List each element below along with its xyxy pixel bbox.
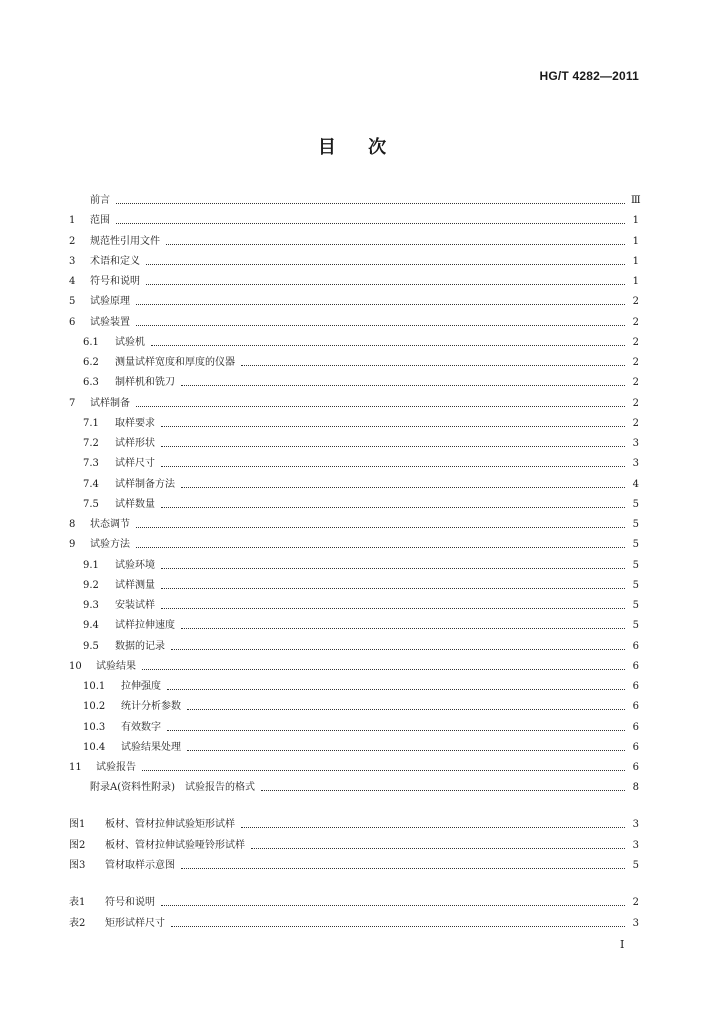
dot-leader <box>116 223 625 224</box>
toc-entry-page: 6 <box>632 660 639 672</box>
toc-entry-page: 6 <box>632 762 639 773</box>
toc-entry-number: 表1 <box>69 897 86 908</box>
dot-leader <box>241 365 625 366</box>
dot-leader <box>161 608 625 609</box>
toc-entry-page: 2 <box>632 417 639 429</box>
toc-entry-title: 规范性引用文件 <box>90 235 160 247</box>
toc-entry-title: 试验方法 <box>90 539 130 551</box>
toc-entry-number: 9.5 <box>83 640 99 652</box>
toc-entry-title: 矩形试样尺寸 <box>105 917 165 929</box>
toc-entry[interactable] <box>69 836 639 852</box>
toc-entry-title: 试样测量 <box>115 579 155 591</box>
toc-entry-page: 2 <box>632 357 639 368</box>
toc-entry[interactable] <box>69 637 639 653</box>
dot-leader <box>161 905 625 906</box>
toc-entry-title: 有效数字 <box>121 721 161 733</box>
standard-code: HG/T 4282—2011 <box>539 69 639 83</box>
toc-entry-title: 拉伸强度 <box>121 681 161 692</box>
dot-leader <box>142 669 625 670</box>
toc-entry-title: 数据的记录 <box>115 640 165 652</box>
toc-entry[interactable] <box>69 454 639 470</box>
toc-entry-number: 7.3 <box>83 458 99 470</box>
dot-leader <box>167 689 625 690</box>
toc-entry-number: 3 <box>69 255 76 267</box>
toc-entry-page: 1 <box>632 255 639 267</box>
toc-entry-page: 1 <box>632 235 639 247</box>
dot-leader <box>151 345 625 346</box>
dot-leader <box>161 568 625 569</box>
toc-entry[interactable] <box>69 697 639 713</box>
toc-entry[interactable] <box>69 272 639 288</box>
toc-entry-page: 1 <box>632 276 639 287</box>
toc-entry[interactable] <box>69 535 639 551</box>
toc-entry-page: 5 <box>632 519 639 530</box>
toc-entry-title: 安装试样 <box>115 600 155 611</box>
toc-entry-number: 6.2 <box>83 357 99 368</box>
toc-entry-number: 7 <box>69 397 76 409</box>
toc-entry-title: 试样形状 <box>115 438 155 449</box>
toc-entry[interactable] <box>69 718 639 734</box>
dot-leader <box>161 466 625 467</box>
dot-leader <box>146 284 625 285</box>
toc-entry-title: 试样拉伸速度 <box>115 620 175 632</box>
toc-entry-page: 2 <box>632 296 639 308</box>
toc-entry-number: 9.2 <box>83 579 99 591</box>
toc-entry-title: 试样尺寸 <box>115 458 155 470</box>
toc-entry-title: 试验结果处理 <box>121 741 181 753</box>
toc-entry-page: 4 <box>632 478 639 490</box>
toc-entry-page: 5 <box>632 559 639 571</box>
toc-entry[interactable] <box>69 475 639 491</box>
toc-entry-page: 6 <box>632 640 639 652</box>
toc-entry-page: 1 <box>632 215 639 227</box>
toc-entry-page: 6 <box>632 721 639 733</box>
dot-leader <box>136 406 625 407</box>
page-number: I <box>620 938 625 951</box>
toc-entry-title: 试样制备方法 <box>115 478 175 490</box>
toc-entry-title: 试验结果 <box>96 660 136 672</box>
toc-entry-page: 3 <box>632 917 639 929</box>
toc-entry-title: 符号和说明 <box>90 276 140 287</box>
dot-leader <box>161 507 625 508</box>
toc-entry-page: 2 <box>632 316 639 328</box>
toc-entry-title: 状态调节 <box>90 519 130 530</box>
dot-leader <box>161 446 625 447</box>
toc-entry[interactable] <box>69 893 639 909</box>
dot-leader <box>241 827 625 828</box>
toc-entry[interactable] <box>69 232 639 248</box>
toc-entry-title: 附录A(资料性附录) 试验报告的格式 <box>90 782 256 794</box>
toc-entry-page: 6 <box>632 681 639 692</box>
toc-entry-page: 5 <box>632 620 639 632</box>
toc-entry-page: Ⅲ <box>631 195 641 206</box>
toc-entry-title: 试验环境 <box>115 559 155 571</box>
toc-entry-title: 符号和说明 <box>105 897 155 908</box>
toc-entry-number: 图2 <box>69 839 86 851</box>
dot-leader <box>166 244 625 245</box>
toc-entry-page: 5 <box>632 600 639 611</box>
toc-entry-number: 6.1 <box>83 336 99 348</box>
toc-entry-number: 图1 <box>69 819 86 830</box>
toc-entry[interactable] <box>69 373 639 389</box>
toc-entry-title: 范围 <box>90 215 110 227</box>
dot-leader <box>161 426 625 427</box>
toc-entry-number: 9.4 <box>83 620 99 632</box>
toc-entry-page: 8 <box>632 782 639 794</box>
toc-entry[interactable] <box>69 616 639 632</box>
toc-entry[interactable] <box>69 333 639 349</box>
toc-entry-number: 8 <box>69 519 76 530</box>
dot-leader <box>181 487 625 488</box>
toc-entry[interactable] <box>69 292 639 308</box>
toc-entry[interactable] <box>69 394 639 410</box>
dot-leader <box>171 926 625 927</box>
toc-entry[interactable] <box>69 515 639 531</box>
toc-entry-title: 试验报告 <box>96 762 136 773</box>
toc-entry-title: 板材、管材拉伸试验哑铃形试样 <box>105 839 245 851</box>
dot-leader <box>142 770 625 771</box>
toc-entry-page: 6 <box>632 701 639 713</box>
toc-entry-number: 11 <box>69 762 82 773</box>
toc-entry-page: 6 <box>632 741 639 753</box>
toc-entry[interactable] <box>69 657 639 673</box>
title-char-right: 次 <box>368 137 387 158</box>
toc-entry[interactable] <box>69 556 639 572</box>
toc-entry-number: 10 <box>69 660 82 672</box>
dot-leader <box>136 325 625 326</box>
toc-entry[interactable] <box>69 778 639 794</box>
toc-entry-page: 3 <box>632 819 639 830</box>
toc-entry[interactable] <box>69 758 639 774</box>
toc-entry[interactable] <box>69 434 639 450</box>
dot-leader <box>171 649 625 650</box>
toc-entry-title: 术语和定义 <box>90 255 140 267</box>
toc-entry[interactable] <box>69 252 639 268</box>
toc-entry-page: 5 <box>632 498 639 510</box>
toc-entry-number: 2 <box>69 235 76 247</box>
toc-entry[interactable] <box>69 914 639 930</box>
toc-entry[interactable] <box>69 414 639 430</box>
toc-entry-number: 9.3 <box>83 600 99 611</box>
toc-entry[interactable] <box>69 495 639 511</box>
toc-entry-page: 3 <box>632 839 639 851</box>
toc-entry-title: 试验原理 <box>90 296 130 308</box>
toc-entry-number: 10.3 <box>83 721 106 733</box>
toc-entry[interactable] <box>69 191 639 207</box>
toc-entry-number: 10.1 <box>83 681 106 692</box>
toc-entry-title: 板材、管材拉伸试验矩形试样 <box>105 819 235 830</box>
toc-entry-number: 7.5 <box>83 498 99 510</box>
toc-entry-title: 前言 <box>90 195 110 206</box>
toc-entry-title: 统计分析参数 <box>121 701 181 713</box>
toc-entry[interactable] <box>69 313 639 329</box>
dot-leader <box>136 547 625 548</box>
toc-entry-page: 2 <box>632 897 639 908</box>
toc-entry-title: 试样数量 <box>115 498 155 510</box>
toc-entry-page: 5 <box>632 860 639 871</box>
toc-entry-number: 10.2 <box>83 701 106 713</box>
toc-entry-number: 7.4 <box>83 478 99 490</box>
toc-entry-page: 2 <box>632 377 639 389</box>
toc-entry-number: 10.4 <box>83 741 106 753</box>
toc-entry-page: 2 <box>632 397 639 409</box>
toc-entry-number: 7.2 <box>83 438 99 449</box>
toc-entry-title: 试验机 <box>115 336 145 348</box>
toc-entry-page: 3 <box>632 458 639 470</box>
toc-entry-number: 图3 <box>69 860 86 871</box>
toc-entry-title: 试样制备 <box>90 397 130 409</box>
toc-entry[interactable] <box>69 677 639 693</box>
toc-entry-number: 9 <box>69 539 76 551</box>
toc-entry[interactable] <box>69 596 639 612</box>
toc-entry-title: 取样要求 <box>115 417 155 429</box>
dot-leader <box>116 203 625 204</box>
dot-leader <box>251 848 625 849</box>
toc-entry-title: 试验装置 <box>90 316 130 328</box>
toc-entry-number: 9.1 <box>83 559 99 571</box>
toc-entry-number: 7.1 <box>83 417 99 429</box>
toc-entry-title: 测量试样宽度和厚度的仪器 <box>115 357 235 368</box>
toc-entry-number: 4 <box>69 276 76 287</box>
dot-leader <box>161 588 625 589</box>
toc-entry[interactable] <box>69 576 639 592</box>
dot-leader <box>261 790 625 791</box>
dot-leader <box>181 628 625 629</box>
toc-entry[interactable] <box>69 353 639 369</box>
toc-entry-page: 5 <box>632 539 639 551</box>
dot-leader <box>181 868 625 869</box>
dot-leader <box>136 304 625 305</box>
toc-entry-page: 2 <box>632 336 639 348</box>
toc-entry-page: 3 <box>632 438 639 449</box>
page-title <box>0 133 701 159</box>
toc-entry-number: 1 <box>69 215 76 227</box>
toc-entry-number: 5 <box>69 296 76 308</box>
dot-leader <box>187 709 625 710</box>
toc-entry[interactable] <box>69 856 639 872</box>
dot-leader <box>167 730 625 731</box>
dot-leader <box>181 385 625 386</box>
toc-entry-title: 制样机和铣刀 <box>115 377 175 389</box>
dot-leader <box>187 750 625 751</box>
toc-entry[interactable] <box>69 738 639 754</box>
toc-entry-title: 管材取样示意图 <box>105 860 175 871</box>
toc-entry-number: 表2 <box>69 917 86 929</box>
toc-entry-number: 6 <box>69 316 76 328</box>
title-char-left: 目 <box>317 137 336 158</box>
toc-entry-page: 5 <box>632 579 639 591</box>
toc-entry[interactable] <box>69 815 639 831</box>
dot-leader <box>146 264 625 265</box>
toc-entry-number: 6.3 <box>83 377 99 389</box>
dot-leader <box>136 527 625 528</box>
toc-entry[interactable] <box>69 211 639 227</box>
